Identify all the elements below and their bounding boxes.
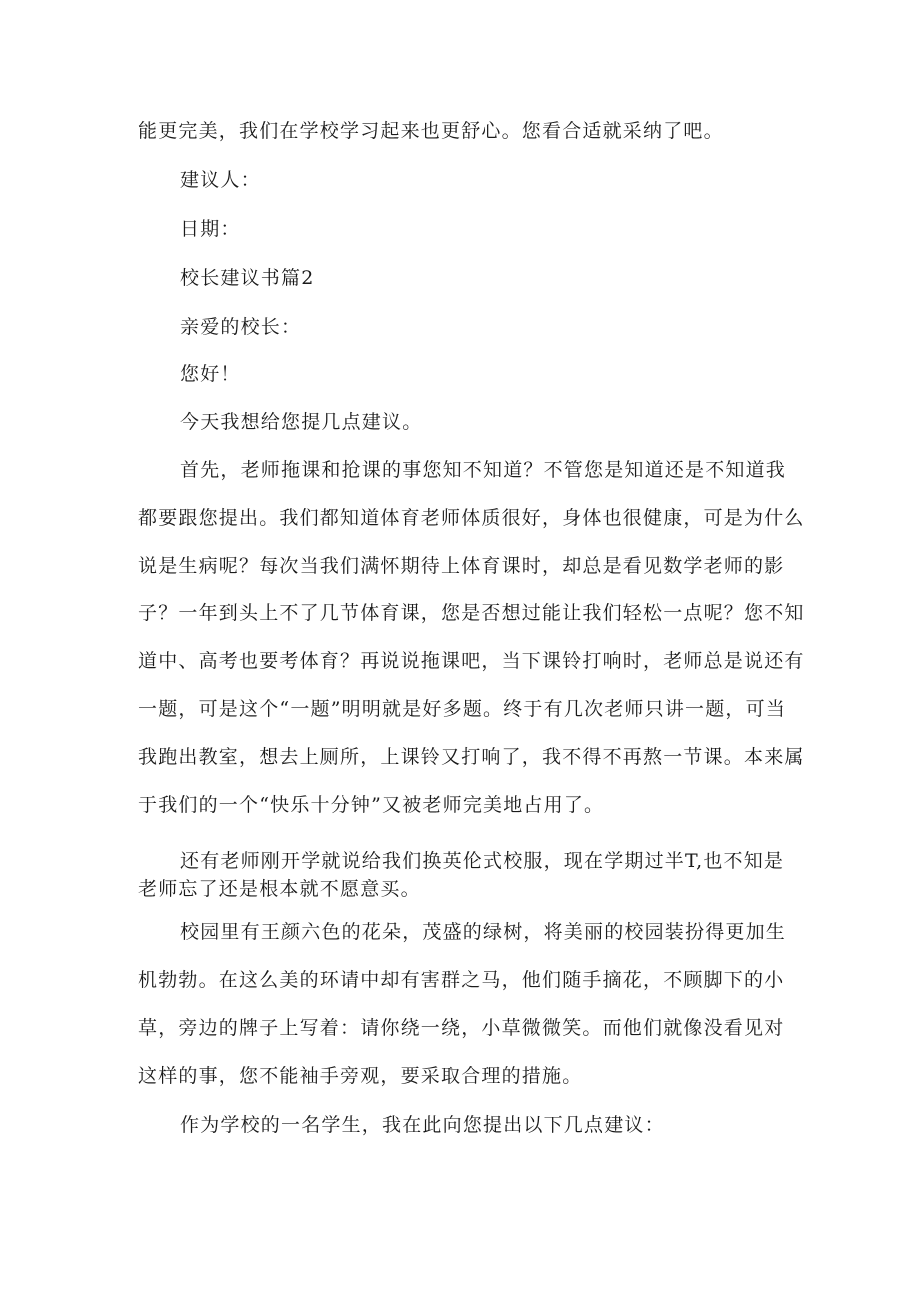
text-line-date: 日期： xyxy=(180,218,241,240)
text-line: 老师忘了还是根本就不愿意买。 xyxy=(138,878,421,900)
text-line: 这样的事，您不能袖手旁观，要采取合理的措施。 xyxy=(138,1065,583,1087)
text-line: 能更完美，我们在学校学习起来也更舒心。您看合适就采纳了吧。 xyxy=(138,120,724,142)
text-line: 说是生病呢？每次当我们满怀期待上体育课时，却总是看见数学老师的影 xyxy=(138,555,785,577)
greeting: 您好！ xyxy=(180,363,241,385)
text-line: 作为学校的一名学生，我在此向您提出以下几点建议： xyxy=(180,1114,665,1136)
text-line: 都要跟您提出。我们都知道体育老师体质很好，身体也很健康，可是为什么 xyxy=(138,507,805,529)
text-line: 首先，老师拖课和抢课的事您知不知道？不管您是知道还是不知道我 xyxy=(180,459,787,481)
text-line: 机勃勃。在这么美的环请中却有害群之马，他们随手摘花，不顾脚下的小 xyxy=(138,969,785,991)
text-line: 还有老师刚开学就说给我们换英伦式校服，现在学期过半T,也不知是 xyxy=(180,850,785,872)
text-line: 我跑出教室，想去上厕所，上课铃又打响了，我不得不再熬一节课。本来属 xyxy=(138,746,805,768)
text-line: 子？一年到头上不了几节体育课，您是否想过能让我们轻松一点呢？您不知 xyxy=(138,602,805,624)
text-line: 校园里有王颜六色的花朵，茂盛的绿树，将美丽的校园装扮得更加生 xyxy=(180,921,787,943)
text-line: 一题，可是这个“一题”明明就是好多题。终于有几次老师只讲一题，可当 xyxy=(138,698,787,720)
text-line: 今天我想给您提几点建议。 xyxy=(180,411,423,433)
text-line-proposer: 建议人： xyxy=(180,169,261,191)
text-line: 于我们的一个“快乐十分钟”又被老师完美地占用了。 xyxy=(138,794,605,816)
salutation: 亲爱的校长： xyxy=(180,316,302,338)
text-line: 道中、高考也要考体育？再说说拖课吧，当下课铃打响时，老师总是说还有 xyxy=(138,650,805,672)
section-heading: 校长建议书篇2 xyxy=(180,267,315,289)
text-line: 草，旁边的牌子上写着：请你绕一绕，小草微微笑。而他们就像没看见对 xyxy=(138,1017,785,1039)
